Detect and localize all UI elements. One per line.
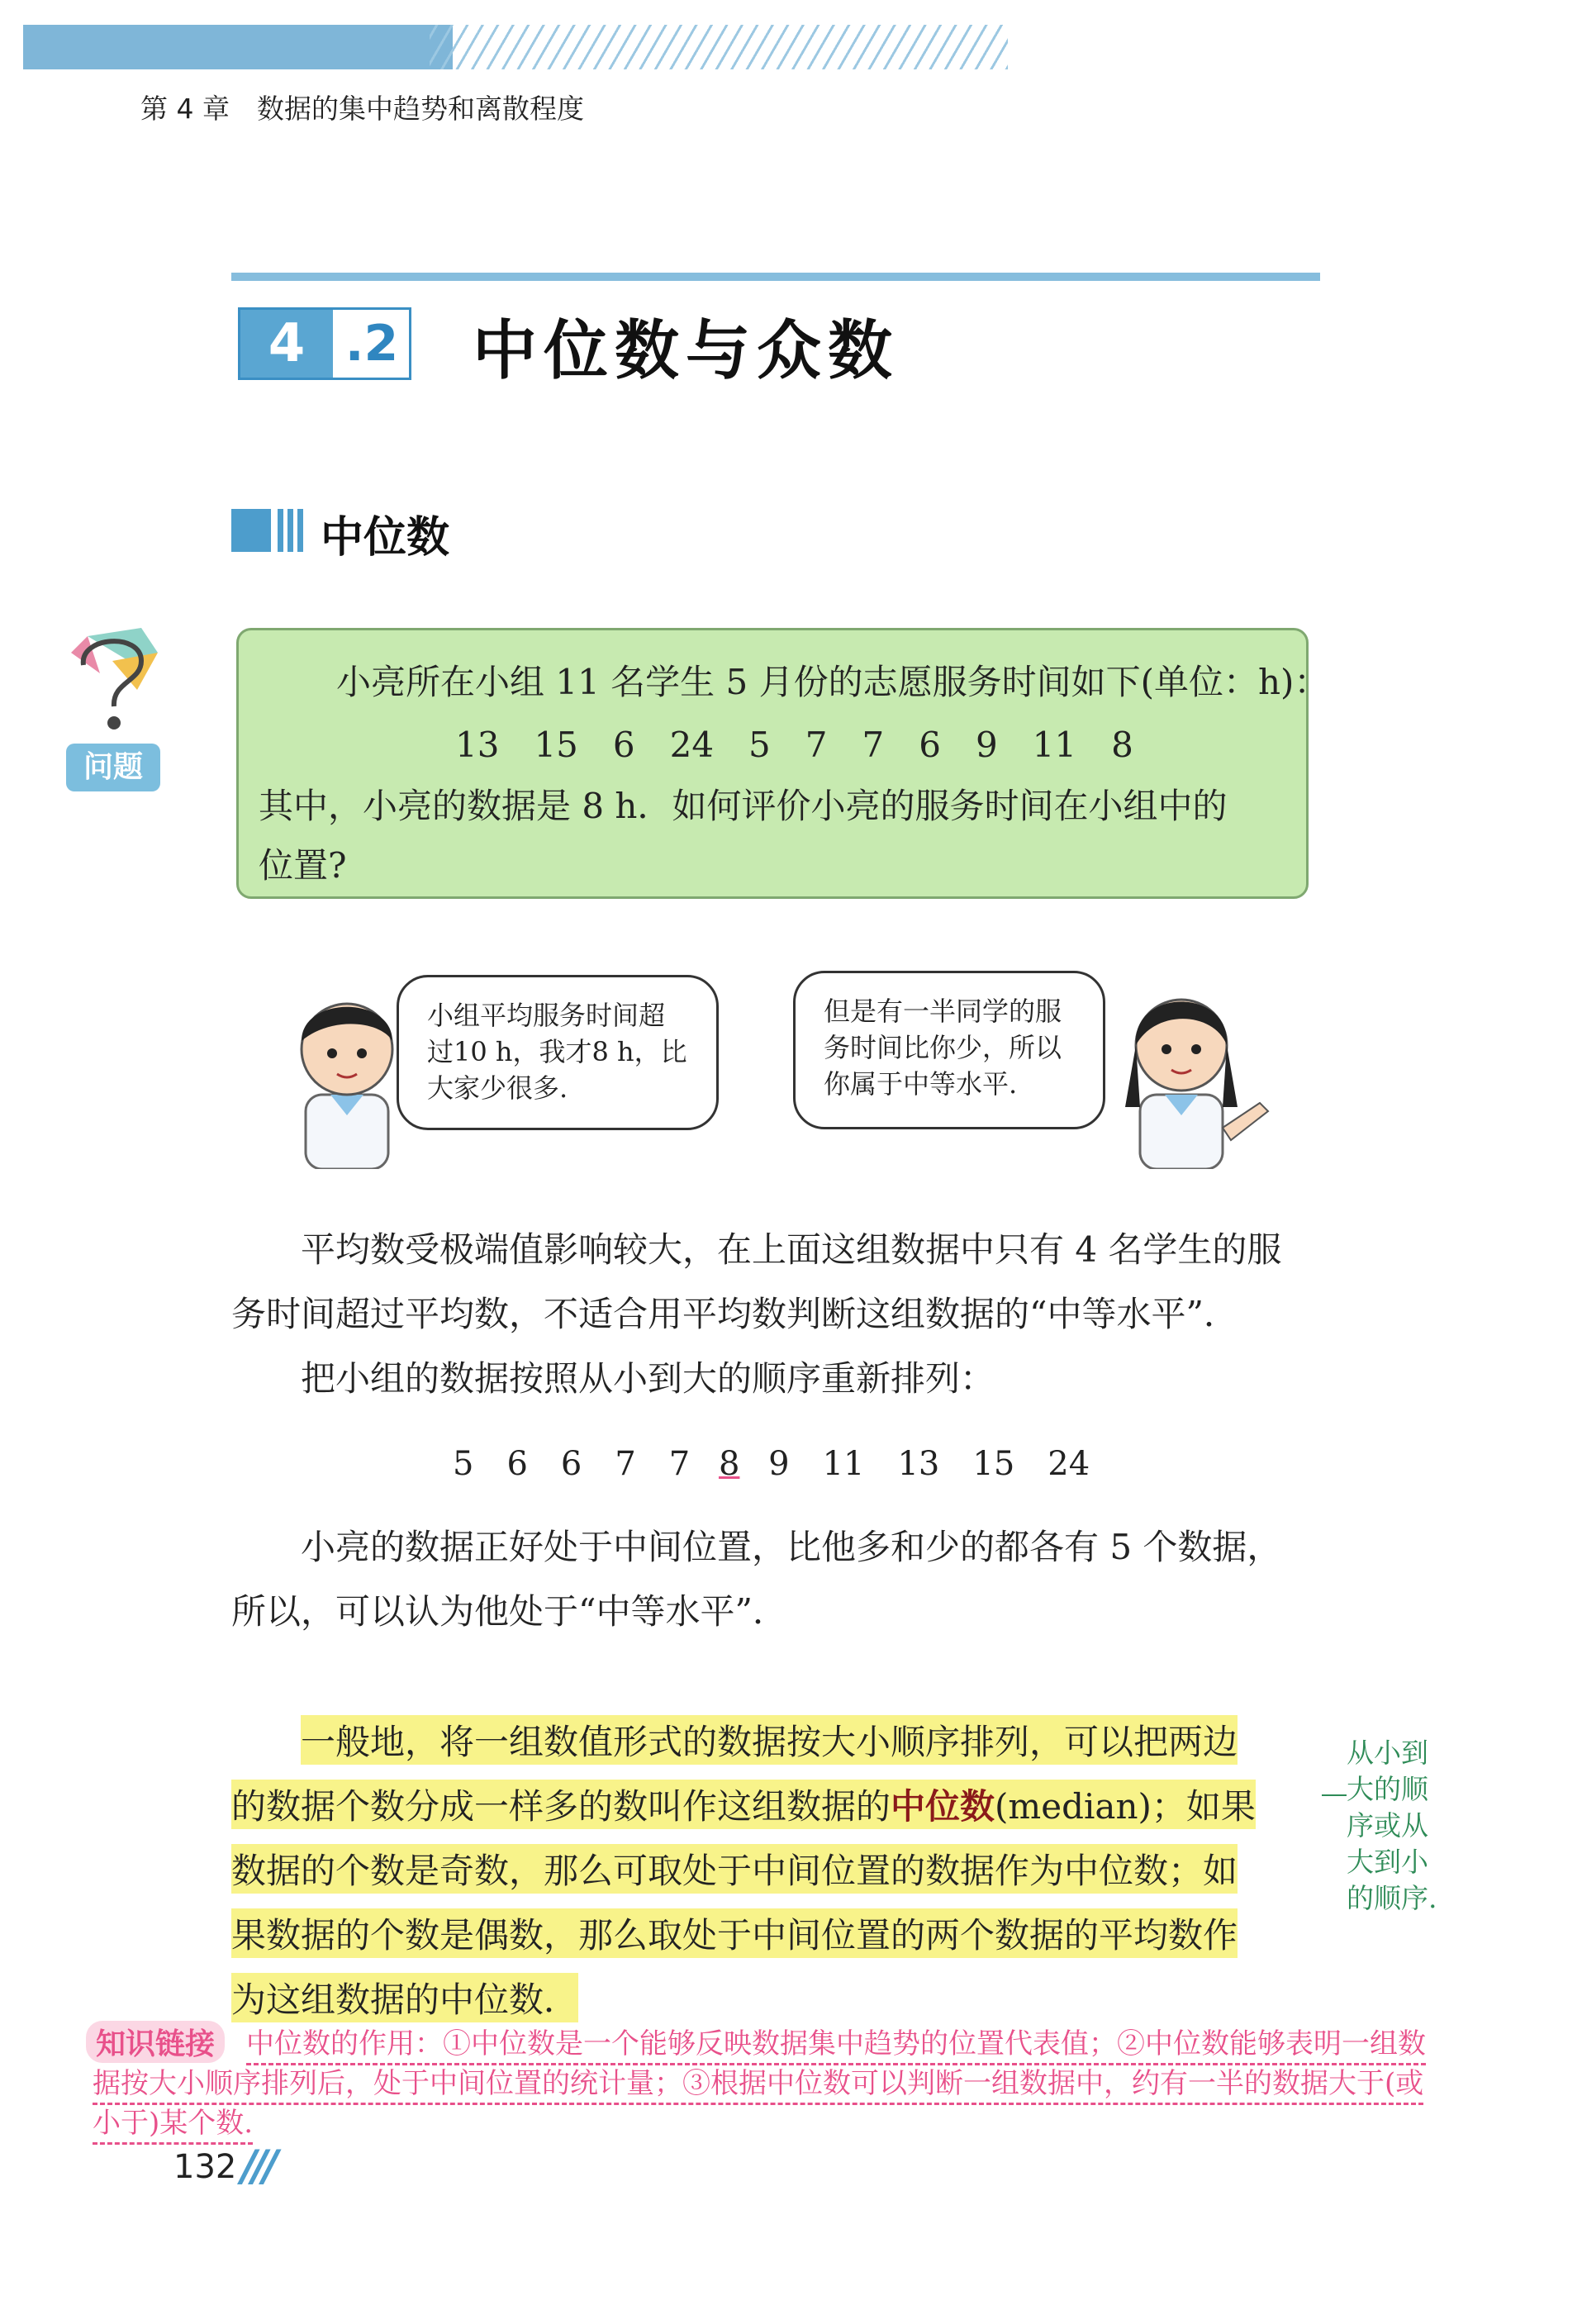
sorted-data-before: 5 6 6 7 7 (453, 1445, 691, 1483)
body-paragraph: 所以，可以认为他处于“中等水平”． (231, 1591, 787, 1632)
subheading-stripe (287, 509, 293, 552)
knowledge-link-text: 小于)某个数. (93, 2100, 253, 2145)
section-number-main: 4 (240, 310, 333, 378)
definition-line (231, 1780, 1256, 1829)
problem-text: 位置? (259, 845, 347, 886)
subheading-stripe (278, 509, 283, 552)
definition-text: 的数据个数分成一样多的数叫作这组数据的 (231, 1786, 891, 1827)
definition-line: 数据的个数是奇数，那么可取处于中间位置的数据作为中位数；如 (231, 1844, 1238, 1894)
knowledge-link-text: 据按大小顺序排列后，处于中间位置的统计量；③根据中位数可以判断一组数据中，约有一半的数据大于(或 (93, 2060, 1423, 2105)
chapter-title: 第 4 章 数据的集中趋势和离散程度 (140, 93, 584, 125)
margin-note-pointer (1322, 1794, 1347, 1796)
section-number-box (238, 307, 411, 380)
subheading-title: 中位数 (321, 513, 450, 563)
subheading-stripe (297, 509, 303, 552)
girl-illustration (1107, 962, 1272, 1169)
problem-text: 小亮所在小组 11 名学生 5 月份的志愿服务时间如下(单位：h)： (336, 662, 1329, 702)
definition-term: 中位数 (891, 1786, 995, 1827)
definition-line: 果数据的个数是偶数，那么取处于中间位置的两个数据的平均数作 (231, 1908, 1238, 1958)
section-number-sub: .2 (344, 315, 399, 373)
header-hatch (430, 25, 1008, 69)
problem-box (236, 628, 1329, 899)
definition-line: 一般地，将一组数值形式的数据按大小顺序排列，可以把两边 (301, 1715, 1238, 1765)
header-band (23, 25, 453, 69)
body-paragraph: 务时间超过平均数，不适合用平均数判断这组数据的“中等水平”． (231, 1294, 1238, 1334)
problem-text: 其中，小亮的数据是 8 h．如何评价小亮的服务时间在小组中的 (259, 786, 1228, 826)
body-paragraph: 平均数受极端值影响较大，在上面这组数据中只有 4 名学生的服 (301, 1229, 1282, 1270)
section-rule (231, 273, 1320, 281)
body-paragraph: 小亮的数据正好处于中间位置，比他多和少的都各有 5 个数据， (301, 1527, 1282, 1567)
page-number-decoration: /// (241, 2141, 273, 2191)
sorted-data-after: 9 11 13 15 24 (768, 1445, 1090, 1483)
margin-note: 从小到大的顺序或从大到小的顺序. (1347, 1737, 1437, 1914)
sorted-data-median: 8 (718, 1445, 740, 1483)
definition-text: (median)；如果 (995, 1786, 1256, 1827)
speech-bubble-girl: 但是有一半同学的服务时间比你少，所以你属于中等水平. (793, 971, 1105, 1129)
definition-line: 为这组数据的中位数． (231, 1973, 578, 2022)
question-icon (63, 628, 170, 735)
section-title: 中位数与众数 (473, 314, 900, 388)
boy-illustration (281, 971, 413, 1169)
sorted-data (453, 1438, 1090, 1485)
subheading-bar (231, 509, 271, 552)
page-number: 132 (173, 2148, 237, 2186)
knowledge-link-text: 中位数的作用：①中位数是一个能够反映数据集中趋势的位置代表值；②中位数能够表明一组数 (246, 2021, 1426, 2065)
problem-data: 13 15 6 24 5 7 7 6 9 11 8 (455, 725, 1133, 765)
body-paragraph: 把小组的数据按照从小到大的顺序重新排列： (301, 1358, 995, 1399)
speech-bubble-boy: 小组平均服务时间超过10 h，我才8 h，比大家少很多. (397, 975, 719, 1130)
problem-badge: 问题 (66, 744, 160, 791)
knowledge-link-label: 知识链接 (86, 2021, 225, 2063)
